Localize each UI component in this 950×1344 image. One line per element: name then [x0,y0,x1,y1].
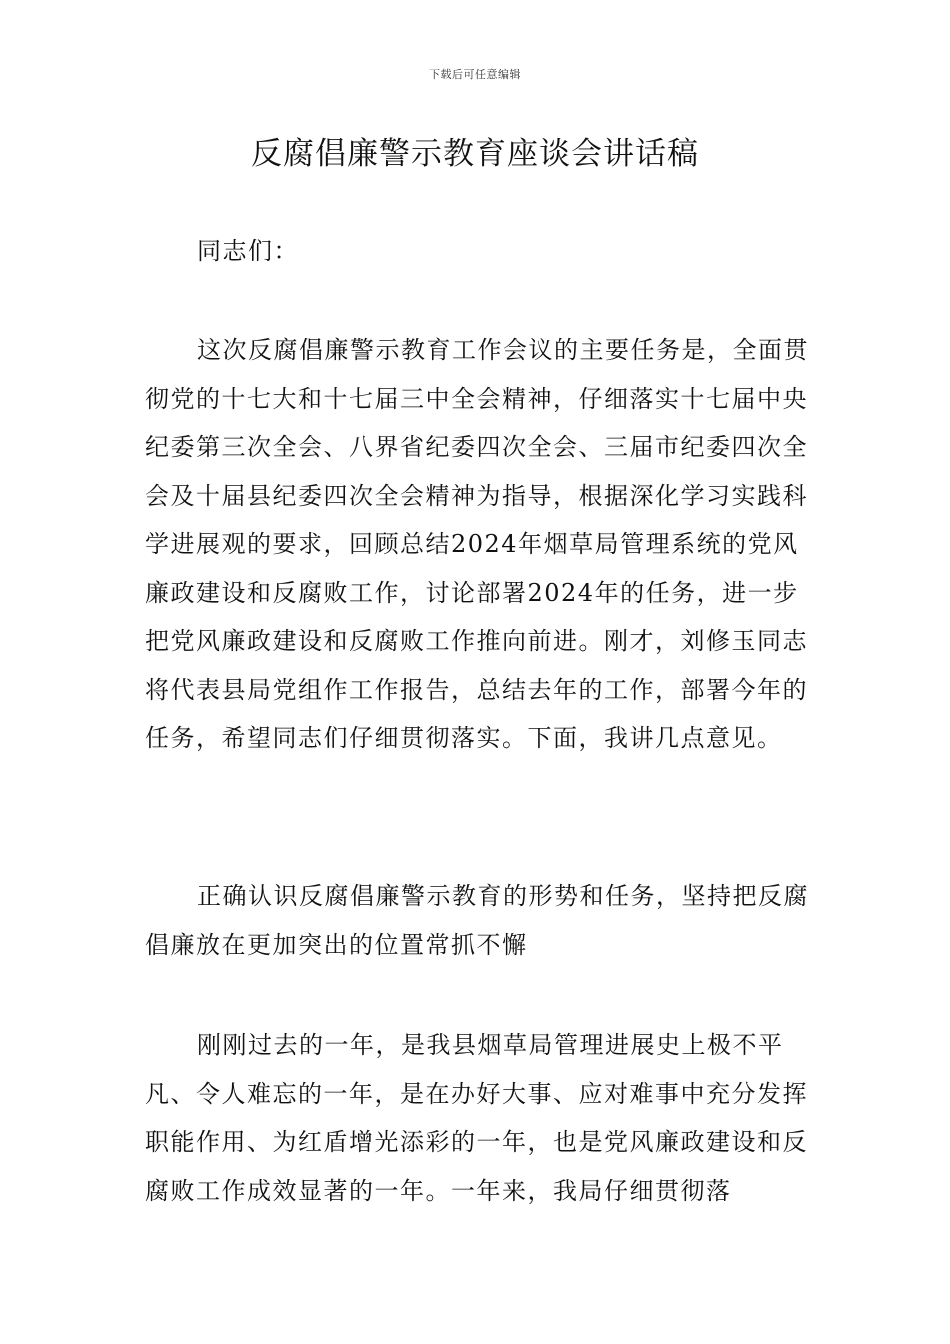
salutation: 同志们： [197,237,299,265]
header-note: 下载后可任意编辑 [429,68,521,81]
paragraph-review: 刚刚过去的一年，是我县烟草局管理进展史上极不平凡、令人难忘的一年，是在办好大事、应对难事中充分发挥职能作用、为红盾增光添彩的一年，也是党风廉政建设和反腐败工作成效显著的一年。一年来，我局仔细贯彻落 [145,1031,808,1205]
section-heading: 正确认识反腐倡廉警示教育的形势和任务，坚持把反腐倡廉放在更加突出的位置常抓不懈 [145,882,809,959]
document-title: 反腐倡廉警示教育座谈会讲话稿 [251,136,699,172]
paragraph-intro: 这次反腐倡廉警示教育工作会议的主要任务是，全面贯彻党的十七大和十七届三中全会精神，仔细落实十七届中央纪委第三次全会、八界省纪委四次全会、三届市纪委四次全会及十届县纪委四次全会精神为指导，根据深化学习实践科学进展观的要求，回顾总结2024年烟草局管理系统的党风廉政建设和反腐败工作，讨论部署2024年的任务，进一步把党风廉政建设和反腐败工作推向前进。刚才，刘修玉同志将代表县局党组作工作报告，总结去年的工作，部署今年的任务，希望同志们仔细贯彻落实。下面，我讲几点意见。 [145,336,809,752]
